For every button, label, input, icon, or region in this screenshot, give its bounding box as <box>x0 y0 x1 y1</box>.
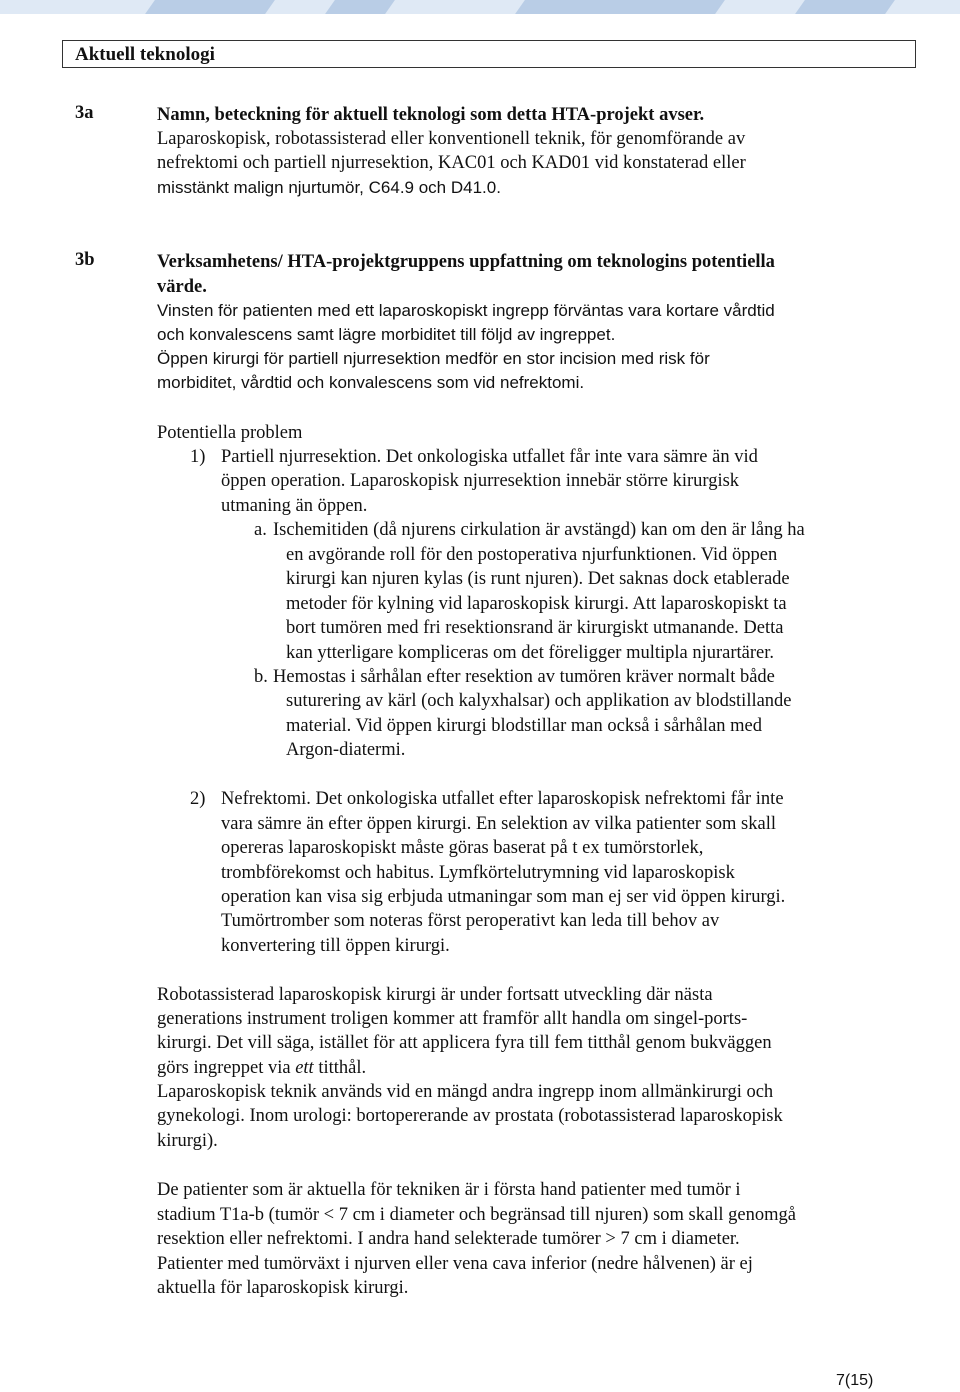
sub-b-marker: b. <box>254 667 268 687</box>
sub-a-text: kirurgi kan njuren kylas (is runt njuren). Det saknas dock etablerade <box>286 569 790 589</box>
section-3b-heading: värde. <box>157 277 207 297</box>
section-3b-heading: Verksamhetens/ HTA-projektgruppens uppfattning om teknologins potentiella <box>157 252 775 272</box>
item-1-text: Partiell njurresektion. Det onkologiska utfallet får inte vara sämre än vid <box>221 447 758 467</box>
sub-b-text: Argon-diatermi. <box>286 740 406 760</box>
item-1-text: utmaning än öppen. <box>221 496 368 516</box>
item-2-text: vara sämre än efter öppen kirurgi. En selektion av vilka patienter som skall <box>221 814 776 834</box>
section-title: Aktuell teknologi <box>75 44 215 65</box>
section-3a-heading: Namn, beteckning för aktuell teknologi som detta HTA-projekt avser. <box>157 105 705 125</box>
item-1-marker: 1) <box>190 447 206 467</box>
laparoscopy-paragraph-line: gynekologi. Inom urologi: bortopererande av prostata (robotassisterad laparoskopisk <box>157 1106 783 1126</box>
item-2-text: opereras laparoskopiskt måste göras baserat på t ex tumörstorlek, <box>221 838 704 858</box>
robot-last-text-end: titthål. <box>313 1058 367 1078</box>
section-3a-line: misstänkt malign njurtumör, C64.9 och D41.0. <box>157 178 501 197</box>
robot-paragraph-line: Robotassisterad laparoskopisk kirurgi är under fortsatt utveckling där nästa <box>157 985 713 1005</box>
sub-b-text: suturering av kärl (och kalyxhalsar) och applikation av blodstillande <box>286 691 792 711</box>
benefit-text: och konvalescens samt lägre morbiditet till följd av ingreppet. <box>157 325 616 344</box>
robot-last-italic: ett <box>295 1058 314 1078</box>
sub-a-text: kan ytterligare kompliceras om det föreligger multipla njurartärer. <box>286 643 775 663</box>
item-2-text: Nefrektomi. Det onkologiska utfallet efter laparoskopisk nefrektomi får inte <box>221 789 784 809</box>
item-2-marker: 2) <box>190 789 206 809</box>
open-surgery-text: morbiditet, vårdtid och konvalescens som vid nefrektomi. <box>157 373 585 392</box>
benefit-text: Vinsten för patienten med ett laparoskopiskt ingrepp förväntas vara kortare vårdtid <box>157 301 775 320</box>
sub-a-text: bort tumören med fri resektionsrand är kirurgiskt utmanande. Detta <box>286 618 784 638</box>
page-number: 7(15) <box>836 1372 874 1389</box>
sub-b-text: material. Vid öppen kirurgi blodstillar man också i sårhålan med <box>286 716 763 736</box>
sub-a-marker: a. <box>254 520 267 540</box>
patients-paragraph-line: De patienter som är aktuella för tekniken är i första hand patienter med tumör i <box>157 1180 741 1200</box>
item-2-text: Tumörtromber som noteras först peroperativt kan leda till behov av <box>221 911 720 931</box>
patients-paragraph-line: aktuella för laparoskopisk kirurgi. <box>157 1278 409 1298</box>
sub-a-text: Ischemitiden (då njurens cirkulation är avstängd) kan om den är lång ha <box>273 520 805 540</box>
robot-paragraph-line: kirurgi. Det vill säga, istället för att applicera fyra till fem titthål genom bukväggen <box>157 1033 772 1053</box>
robot-paragraph-line: generations instrument troligen kommer att framför allt handla om singel-ports- <box>157 1009 748 1029</box>
sub-a-text: en avgörande roll för den postoperativa njurfunktionen. Vid öppen <box>286 545 778 565</box>
robot-last-text: görs ingreppet via <box>157 1058 296 1078</box>
robot-paragraph-line <box>157 1056 366 1081</box>
laparoscopy-paragraph-line: Laparoskopisk teknik används vid en mängd andra ingrepp inom allmänkirurgi och <box>157 1082 774 1102</box>
patients-paragraph-line: resektion eller nefrektomi. I andra hand selekterade tumörer > 7 cm i diameter. <box>157 1229 740 1249</box>
header-decoration <box>0 0 960 14</box>
item-1-text: öppen operation. Laparoskopisk njurresektion innebär större kirurgisk <box>221 471 740 491</box>
item-2-text: operation kan visa sig erbjuda utmaningar som man ej ser vid öppen kirurgi. <box>221 887 786 907</box>
item-2-text: konvertering till öppen kirurgi. <box>221 936 450 956</box>
section-3b-label: 3b <box>75 250 95 270</box>
laparoscopy-paragraph-line: kirurgi). <box>157 1131 218 1151</box>
open-surgery-text: Öppen kirurgi för partiell njurresektion medför en stor incision med risk för <box>157 349 710 368</box>
item-2-text: trombförekomst och habitus. Lymfkörtelutrymning vid laparoskopisk <box>221 863 735 883</box>
problems-heading: Potentiella problem <box>157 423 303 443</box>
sub-b-text: Hemostas i sårhålan efter resektion av tumören kräver normalt både <box>273 667 775 687</box>
patients-paragraph-line: Patienter med tumörväxt i njurven eller vena cava inferior (nedre hålvenen) är ej <box>157 1254 753 1274</box>
section-3a-line: nefrektomi och partiell njurresektion, KAC01 och KAD01 vid konstaterad eller <box>157 153 746 173</box>
section-title-box <box>62 40 916 68</box>
patients-paragraph-line: stadium T1a-b (tumör < 7 cm i diameter och begränsad till njuren) som skall genomgå <box>157 1205 796 1225</box>
section-3a-label: 3a <box>75 103 94 123</box>
section-3a-line: Laparoskopisk, robotassisterad eller konventionell teknik, för genomförande av <box>157 129 746 149</box>
sub-a-text: metoder för kylning vid laparoskopisk kirurgi. Att laparoskopiskt ta <box>286 594 787 614</box>
